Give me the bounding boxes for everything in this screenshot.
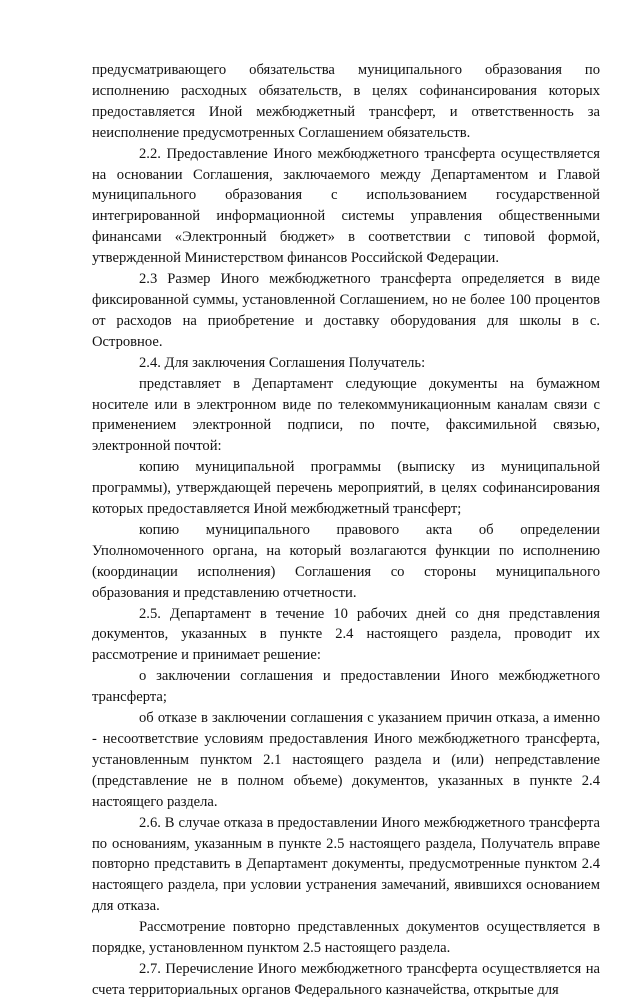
paragraph-resubmission: Рассмотрение повторно представленных документов осуществляется в порядке, установленном пунктом 2.5 настоящего раздела. xyxy=(92,919,600,957)
paragraph-2-2: 2.2. Предоставление Иного межбюджетного трансферта осуществляется на основании Соглашения, заключаемого между Департаментом и Главой муниципального образования с использованием государственной интегрированной информационной системы управления общественными финансами «Электронный бюджет» в соответствии с типовой формой, утвержденной Министерством финансов Российской Федерации. xyxy=(92,145,600,267)
paragraph-program-copy: копию муниципальной программы (выписку из муниципальной программы), утверждающей перечень мероприятий, в целях софинансирования которых предоставляется Иной межбюджетный трансферт; xyxy=(92,459,600,518)
paragraph-2-7: 2.7. Перечисление Иного межбюджетного трансферта осуществляется на счета территориальных органов Федерального казначейства, открытые для xyxy=(92,960,600,998)
paragraph-2-4: 2.4. Для заключения Соглашения Получатель: xyxy=(139,354,426,371)
paragraph-2-5: 2.5. Департамент в течение 10 рабочих дней со дня представления документов, указанных в пункте 2.4 настоящего раздела, проводит их рассмотрение и принимает решение: xyxy=(92,605,600,664)
paragraph-legal-act-copy: копию муниципального правового акта об определении Уполномоченного органа, на который возлагаются функции по исполнению (координации исполнения) Соглашения со стороны муниципального образования и представлению отчетности. xyxy=(92,521,600,601)
paragraph-2-3: 2.3 Размер Иного межбюджетного трансферта определяется в виде фиксированной суммы, установленной Соглашением, но не более 100 процентов от расходов на приобретение и доставку оборудования для школы в с. Островное. xyxy=(92,271,600,350)
paragraph-decision-approve: о заключении соглашения и предоставлении Иного межбюджетного трансферта; xyxy=(92,668,600,706)
paragraph-1: предусматривающего обязательства муниципального образования по исполнению расходных обязательств, в целях софинансирования которых предоставляется Иной межбюджетный трансферт, и ответственность за неисполнение предусмотренных Соглашением обязательств. xyxy=(92,62,600,141)
document-page xyxy=(92,60,600,1001)
paragraph-2-6: 2.6. В случае отказа в предоставлении Иного межбюджетного трансферта по основаниям, указанным в пункте 2.5 настоящего раздела, Получатель вправе повторно представить в Департамент документы, предусмотренные пунктом 2.4 настоящего раздела, при условии устранения замечаний, явившихся основанием для отказа. xyxy=(92,814,600,915)
paragraph-submission: представляет в Департамент следующие документы на бумажном носителе или в электронном виде по телекоммуникационным каналам связи с применением электронной подписи, по почте, факсимильной связью, электронной почтой: xyxy=(92,375,600,455)
paragraph-decision-refuse: об отказе в заключении соглашения с указанием причин отказа, а именно - несоответствие условиям предоставления Иного межбюджетного трансферта, установленным пунктом 2.1 настоящего раздела и (или) непредставление (представление не в полном объеме) документов, указанных в пункте 2.4 настоящего раздела. xyxy=(92,710,600,810)
